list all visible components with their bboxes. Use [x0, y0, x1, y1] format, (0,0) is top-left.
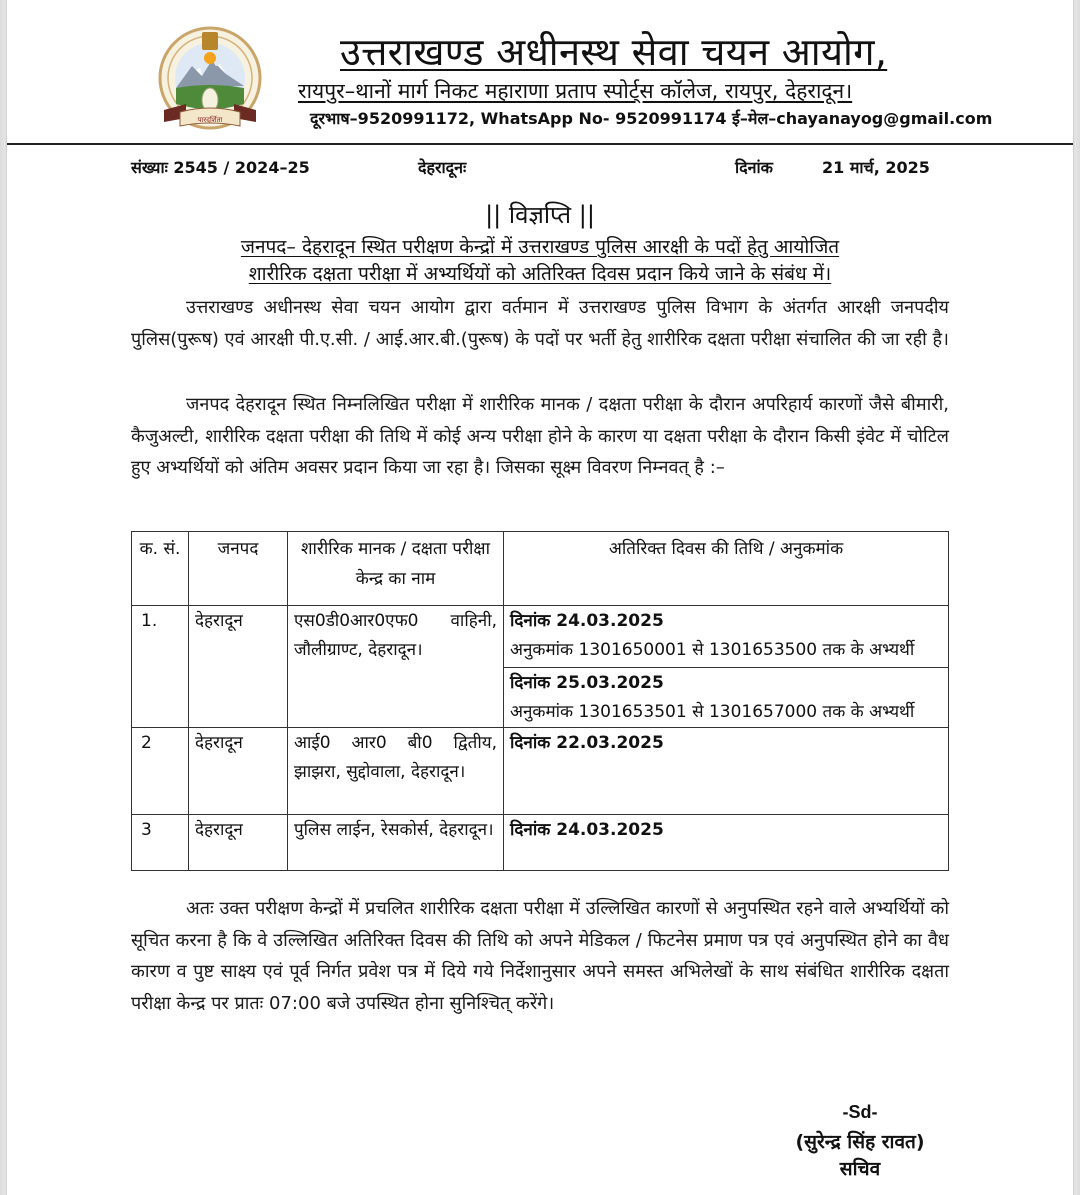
paragraph-details [131, 389, 949, 484]
header-district: जनपद [189, 532, 288, 606]
organization-title: उत्तराखण्ड अधीनस्थ सेवा चयन आयोग, [340, 30, 888, 74]
slot-roll-range: अनुकमांक 1301653501 से 1301657000 तक के अभ्यर्थी [510, 702, 915, 722]
signatory-designation: सचिव [839, 1158, 881, 1180]
uksssc-emblem-logo-icon [150, 26, 270, 138]
slot-roll-range: अनुकमांक 1301650001 से 1301653500 तक के अभ्यर्थी [510, 640, 915, 660]
paragraph-intro-text: उत्तराखण्ड अधीनस्थ सेवा चयन आयोग द्वारा वर्तमान में उत्तराखण्ड पुलिस विभाग के अंतर्गत आरक्षी जनपदीय पुलिस(पुरूष) एवं आरक्षी पी.ए.सी. / आई.आर.बी.(पुरूष) के पदों पर भर्ती हेतु शारीरिक दक्षता परीक्षा संचालित की जा रही है। [131, 297, 949, 350]
paragraph-instructions [131, 893, 949, 1019]
row-centre: एस0डी0आर0एफ0 वाहिनी, जौलीग्राण्ट, देहरादून। [288, 606, 504, 728]
issue-place: देहरादूनः [418, 158, 467, 177]
slot-date: दिनांक 22.03.2025 [510, 733, 664, 753]
logo-caption: पारदर्शिता [197, 116, 223, 124]
subject-line-1: जनपद– देहरादून स्थित परीक्षण केन्द्रों में उत्तराखण्ड पुलिस आरक्षी के पदों हेतु आयोजित [240, 236, 840, 258]
organization-contact: दूरभाष–9520991172, WhatsApp No- 9520991174 ई–मेल–chayanayog@gmail.com [310, 109, 993, 128]
header-divider [7, 143, 1073, 145]
date-label: दिनांक [735, 158, 773, 177]
header-date-rollno: अतिरिक्त दिवस की तिथि / अनुकमांक [504, 532, 949, 606]
row-serial: 3 [132, 815, 189, 871]
slot-date: दिनांक 24.03.2025 [510, 820, 664, 840]
paragraph-details-text: जनपद देहरादून स्थित निम्नलिखित परीक्षा में शारीरिक मानक / दक्षता परीक्षा के दौरान अपरिहार्य कारणों जैसे बीमारी, कैजुअल्टी, शारीरिक दक्षता परीक्षा की तिथि में कोई अन्य परीक्षा होने के कारण या दक्षता परीक्षा के दौरान किसी इंवेट में चोटिल हुए अभ्यर्थियों को अंतिम अवसर प्रदान किया जा रहा है। जिसका सूक्ष्म विवरण निम्नवत् है :– [131, 394, 949, 478]
paragraph-instructions-text: अतः उक्त परीक्षण केन्द्रों में प्रचलित शारीरिक दक्षता परीक्षा में उल्लिखित कारणों से अनुपस्थित रहने वाले अभ्यर्थियों को सूचित करना है कि वे उल्लिखित अतिरिक्त दिवस की तिथि को अपने मेडिकल / फिटनेस प्रमाण पत्र एवं अनुपस्थित होने का वैध कारण व पुष्ट साक्ष्य एवं पूर्व निर्गत प्रवेश पत्र में दिये गये निर्देशानुसार अपने समस्त अभिलेखों के साथ संबंधित शारीरिक दक्षता परीक्षा केन्द्र पर प्रातः 07:00 बजे उपस्थित होना सुनिश्चित् करेंगे। [131, 898, 949, 1014]
issue-date: 21 मार्च, 2025 [822, 158, 930, 177]
row-centre: आई0 आर0 बी0 द्वितीय, झाझरा, सुद्दोवाला, देहरादून। [288, 728, 504, 815]
notice-title: || विज्ञप्ति || [485, 201, 595, 229]
slot-date: दिनांक 25.03.2025 [510, 673, 664, 693]
table-row [132, 728, 949, 815]
slot-date: दिनांक 24.03.2025 [510, 611, 664, 631]
organization-address: रायपुर–थानों मार्ग निकट महाराणा प्रताप स्पोर्ट्स कॉलेज, रायपुर, देहरादून। [298, 79, 853, 103]
reference-number: संख्याः 2545 / 2024–25 [131, 158, 310, 177]
notice-subject [131, 234, 949, 288]
row-district: देहरादून [189, 728, 288, 815]
table-row [132, 606, 949, 668]
row-serial: 2 [132, 728, 189, 815]
row-slot [504, 728, 949, 815]
row-centre: पुलिस लाईन, रेसकोर्स, देहरादून। [288, 815, 504, 871]
header-centre: शारीरिक मानक / दक्षता परीक्षा केन्द्र का नाम [288, 532, 504, 606]
header-serial: क. सं. [132, 532, 189, 606]
signature-mark: -Sd- [842, 1102, 878, 1122]
row-slot [504, 815, 949, 871]
signatory-name: (सुरेन्द्र सिंह रावत) [795, 1131, 925, 1153]
additional-days-table [131, 531, 949, 871]
row-serial: 1. [132, 606, 189, 728]
paragraph-intro [131, 292, 949, 355]
page-edge-left [0, 0, 7, 1195]
row-slot [504, 668, 949, 728]
row-slot [504, 606, 949, 668]
subject-line-2: शारीरिक दक्षता परीक्षा में अभ्यर्थियों को अतिरिक्त दिवस प्रदान किये जाने के संबंध में। [248, 263, 832, 285]
page-edge-right [1073, 0, 1080, 1195]
row-district: देहरादून [189, 606, 288, 728]
table-header-row [132, 532, 949, 606]
row-district: देहरादून [189, 815, 288, 871]
table-row [132, 815, 949, 871]
